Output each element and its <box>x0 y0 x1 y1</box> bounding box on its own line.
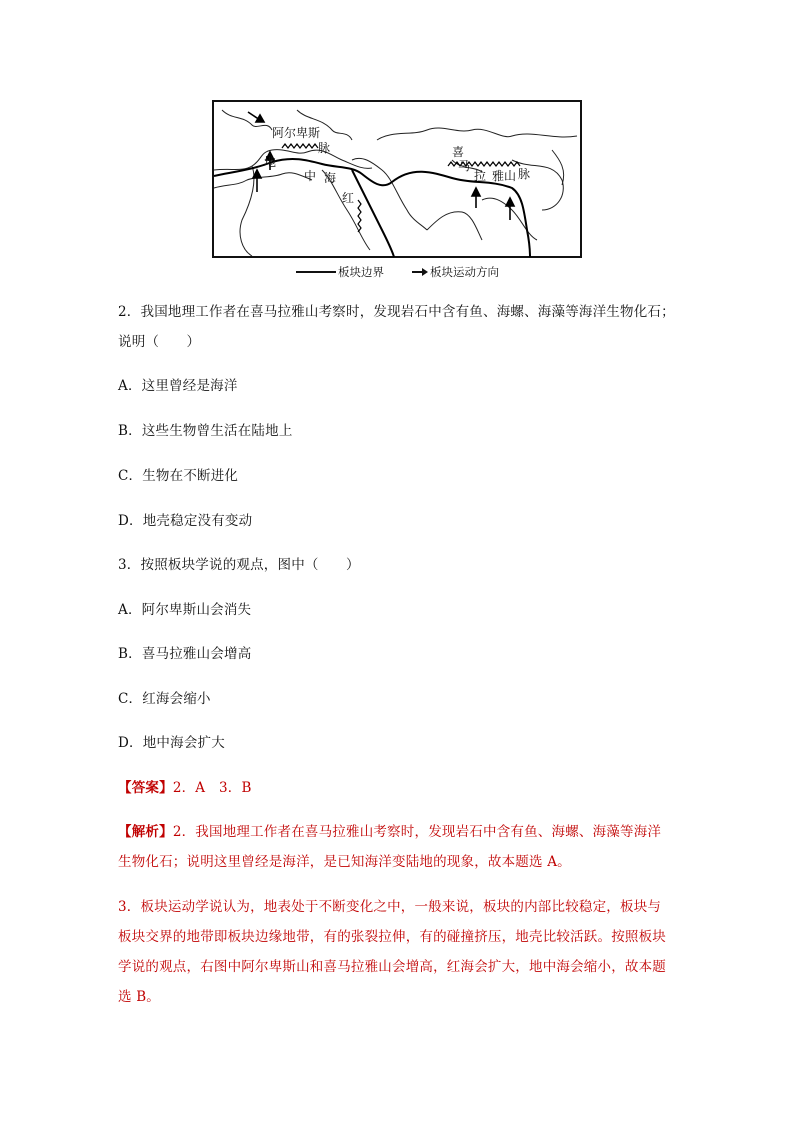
question-2-option-a: A．这里曾经是海洋 <box>118 378 238 394</box>
plate-direction-arrow-icon <box>412 268 428 276</box>
analysis-tag: 【解析】 <box>118 824 173 840</box>
map-label-ya-shan: 雅山 <box>492 169 517 183</box>
question-3-stem: 3．按照板块学说的观点，图中（ ） <box>118 557 360 573</box>
analysis-p3-line3: 学说的观点，右图中阿尔卑斯山和喜马拉雅山会增高，红海会扩大，地中海会缩小，故本题 <box>118 959 666 975</box>
analysis-p3-line4: 选 B。 <box>118 989 161 1005</box>
map-label-alps: 阿尔卑斯 <box>272 126 321 140</box>
answer-text: 2．A 3．B <box>172 780 252 796</box>
analysis-text-line2: 生物化石；说明这里曾经是海洋，是已知海洋变陆地的现象，故本题选 A。 <box>118 854 571 870</box>
analysis-text-line1: 2．我国地理工作者在喜马拉雅山考察时，发现岩石中含有鱼、海螺、海藻等海洋 <box>172 824 662 840</box>
map-label-mai: 脉 <box>518 167 531 181</box>
question-3-option-c: C．红海会缩小 <box>118 691 211 707</box>
question-2-stem-line2: 说明（ ） <box>118 334 201 350</box>
analysis-line1 <box>118 826 661 840</box>
map-label-la: 拉 <box>474 169 487 183</box>
question-3-option-b: B．喜马拉雅山会增高 <box>118 646 252 662</box>
map-label-di: 地 <box>264 155 277 169</box>
question-2-stem-line1: 2．我国地理工作者在喜马拉雅山考察时，发现岩石中含有鱼、海螺、海藻等海洋生物化石； <box>118 304 675 320</box>
legend-direction-label: 板块运动方向 <box>430 265 499 279</box>
map-label-ma: 马 <box>458 159 471 173</box>
plate-boundary-line-symbol <box>296 271 336 273</box>
question-3-option-d: D．地中海会扩大 <box>118 735 225 751</box>
answer-line <box>118 782 252 796</box>
question-2-option-c: C．生物在不断进化 <box>118 468 239 484</box>
analysis-p3-line2: 板块交界的地带即板块边缘地带，有的张裂拉伸，有的碰撞挤压，地壳比较活跃。按照板块 <box>118 929 666 945</box>
question-3-option-a: A．阿尔卑斯山会消失 <box>118 602 252 618</box>
legend-boundary-label: 板块边界 <box>338 265 384 279</box>
answer-tag: 【答案】 <box>118 780 173 796</box>
question-2-option-d: D．地壳稳定没有变动 <box>118 513 253 529</box>
analysis-p3-line1: 3．板块运动学说认为，地表处于不断变化之中，一般来说，板块的内部比较稳定，板块与 <box>118 899 662 915</box>
question-2-option-b: B．这些生物曾生活在陆地上 <box>118 423 293 439</box>
map-label-hong: 红 <box>342 191 355 205</box>
map-label-xi: 喜 <box>452 145 465 159</box>
map-label-zhong: 中 <box>304 169 317 183</box>
plate-map-figure <box>212 100 582 258</box>
map-legend <box>296 264 499 280</box>
map-label-alps-mai: 脉 <box>318 141 331 155</box>
map-label-hai: 海 <box>324 171 337 185</box>
